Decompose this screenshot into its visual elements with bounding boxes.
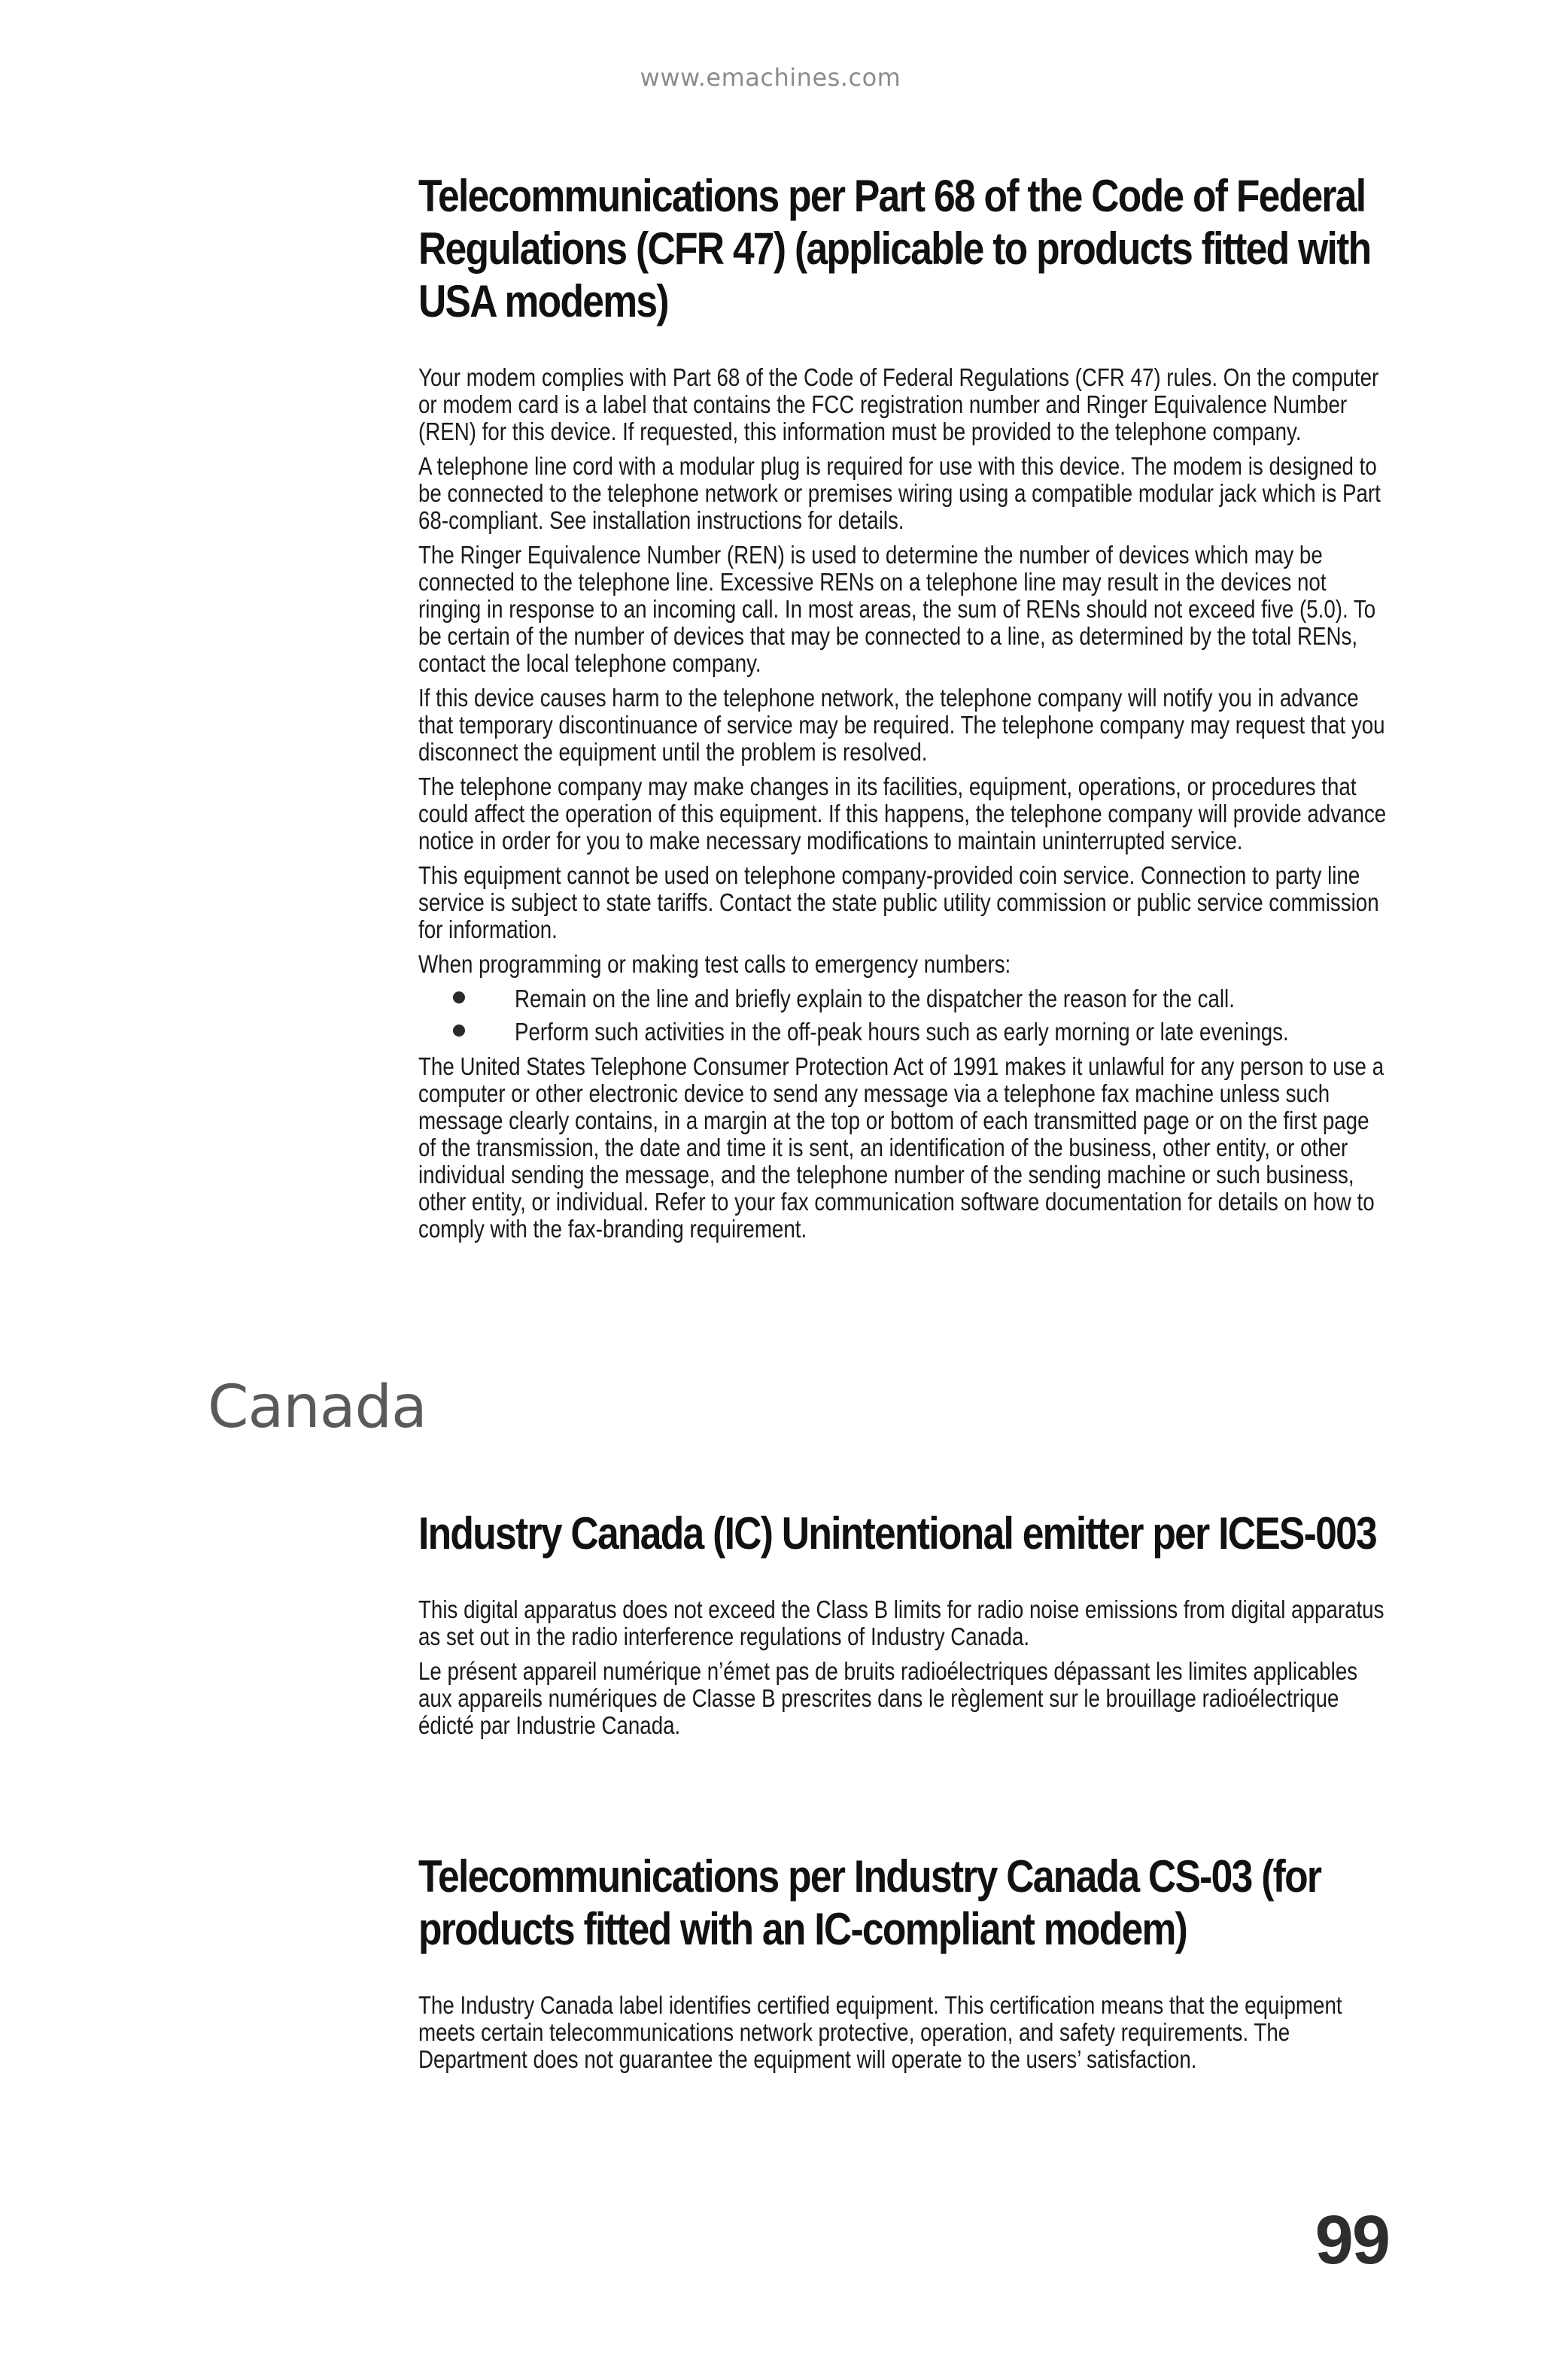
- bullet-list: [418, 985, 1389, 1046]
- list-item: [418, 1018, 1389, 1046]
- page-number: 99: [1315, 2202, 1389, 2278]
- paragraph: The telephone company may make changes in its facilities, equipment, operations, or procedures that could affect the operation of this equipment. If this happens, the telephone company will provide advance notice in order for you to make necessary modifications to maintain uninterrupted service.: [418, 773, 1387, 855]
- paragraph: If this device causes harm to the telephone network, the telephone company will notify you in advance that temporary discontinuance of service may be required. The telephone company may request that you disconnect the equipment until the problem is resolved.: [418, 684, 1385, 766]
- paragraph: This equipment cannot be used on telephone company-provided coin service. Connection to party line service is subject to state tariffs. Contact the state public utility commission or public service commission for information.: [418, 861, 1379, 943]
- paragraph: Your modem complies with Part 68 of the Code of Federal Regulations (CFR 47) rules. On the computer or modem card is a label that contains the FCC registration number and Ringer Equivalence Number (REN) for this device. If requested, this information must be provided to the telephone company.: [418, 363, 1379, 445]
- paragraph: The Industry Canada label identifies certified equipment. This certification means that the equipment meets certain telecommunications network protective, operation, and safety requirements. The Department does not guarantee the equipment will operate to the users’ satisfaction.: [418, 1991, 1342, 2073]
- header-url: www.emachines.com: [640, 63, 901, 92]
- canada-heading: Canada: [208, 1374, 427, 1441]
- paragraph: A telephone line cord with a modular plug is required for use with this device. The modem is designed to be connected to the telephone network or premises wiring using a compatible modular jack which is Part 68-compliant. See installation instructions for details.: [418, 452, 1381, 534]
- section-cs03: [418, 1850, 1389, 2081]
- paragraph: When programming or making test calls to emergency numbers:: [418, 950, 1011, 978]
- bullet-icon: [453, 1025, 465, 1037]
- paragraph: Le présent appareil numérique n’émet pas de bruits radioélectriques dépassant les limites applicables aux appareils numériques de Classe B prescrites dans le règlement sur le brouillage radioélectrique édicté par Industrie Canada.: [418, 1657, 1358, 1739]
- list-item: [418, 985, 1389, 1012]
- bullet-icon: [453, 991, 465, 1003]
- paragraph: The United States Telephone Consumer Protection Act of 1991 makes it unlawful for any person to use a computer or other electronic device to send any message via a telephone fax machine unless such message clearly contains, in a margin at the top or bottom of each transmitted page or on the first page of the transmission, the date and time it is sent, an identification of the business, other entity, or other individual sending the message, and the telephone number of the sending machine or such business, other entity, or individual. Refer to your fax communication software documentation for details on how to comply with the fax-branding requirement.: [418, 1052, 1384, 1243]
- section-title-ices: Industry Canada (IC) Unintentional emitter per ICES-003: [418, 1508, 1377, 1559]
- section-part68: [418, 170, 1389, 1250]
- section-title-cs03: Telecommunications per Industry Canada CS-03 (for products fitted with an IC-compliant modem): [418, 1851, 1321, 1954]
- list-item-text: Perform such activities in the off-peak hours such as early morning or late evenings.: [515, 1018, 1289, 1046]
- paragraph: This digital apparatus does not exceed the Class B limits for radio noise emissions from digital apparatus as set out in the radio interference regulations of Industry Canada.: [418, 1595, 1384, 1650]
- canada-section-header: [208, 1374, 427, 1441]
- section-ices: [418, 1507, 1389, 1747]
- section-title-part68: Telecommunications per Part 68 of the Code of Federal Regulations (CFR 47) (applicable to products fitted with USA modems): [418, 171, 1371, 326]
- paragraph: The Ringer Equivalence Number (REN) is used to determine the number of devices which may be connected to the telephone line. Excessive RENs on a telephone line may result in the devices not ringing in response to an incoming call. In most areas, the sum of RENs should not exceed five (5.0). To be certain of the number of devices that may be connected to a line, as determined by the total RENs, contact the local telephone company.: [418, 541, 1376, 677]
- list-item-text: Remain on the line and briefly explain to the dispatcher the reason for the call.: [515, 985, 1235, 1012]
